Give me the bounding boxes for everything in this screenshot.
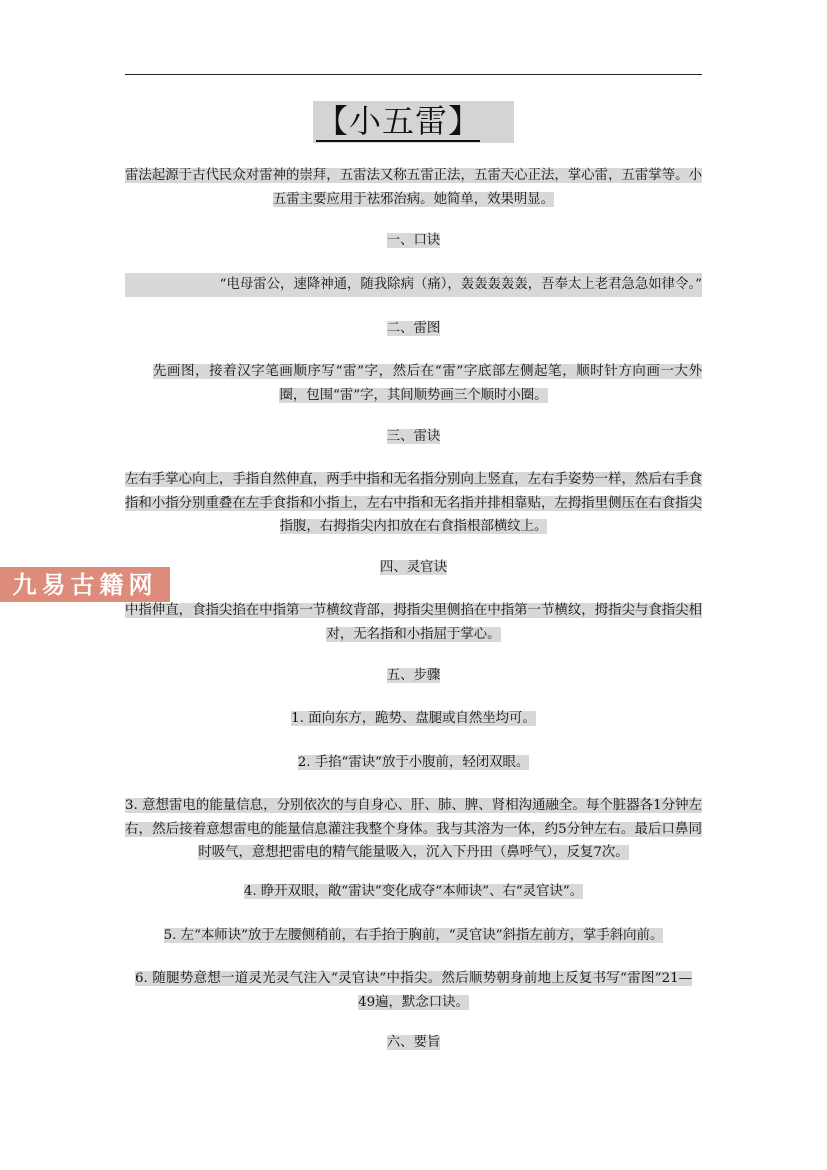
heading-leitu: 二、雷图 (386, 321, 441, 336)
section-body (125, 273, 702, 297)
heading-yaozhi: 六、要旨 (386, 1035, 441, 1050)
intro-text: 雷法起源于古代民众对雷神的崇拜，五雷法又称五雷正法，五雷天心正法，掌心雷，五雷掌等。小五雷主要应用于祛邪治病。她简单，效果明显。 (125, 168, 702, 207)
site-watermark: 九易古籍网 (0, 567, 170, 602)
step-item (125, 794, 702, 865)
step-item (125, 707, 702, 731)
step-item (125, 967, 702, 1014)
header-rule (125, 74, 702, 75)
heading-buzhou: 五、步骤 (386, 668, 441, 683)
section-heading (125, 556, 702, 580)
step-3: 3. 意想雷电的能量信息，分别依次的与自身心、肝、肺、脾、肾相沟通融全。每个脏器各1分钟左右，然后接着意想雷电的能量信息灌注我整个身体。我与其溶为一体，约5分钟左右。最后口鼻同时吸气，意想把雷电的精气能量吸入，沉入下丹田（鼻呼气），反复7次。 (125, 798, 702, 861)
section-body (125, 599, 702, 646)
step-item (125, 880, 702, 904)
section-heading (125, 229, 702, 253)
step-1: 1. 面向东方，跪势、盘腿或自然坐均可。 (291, 711, 536, 726)
heading-koujue: 一、口诀 (386, 233, 441, 248)
step-item (125, 924, 702, 948)
section-heading (125, 664, 702, 688)
body-koujue: “电母雷公，速降神通，随我除病（痛），轰轰轰轰轰，吾奉太上老君急急如律令。” (125, 273, 702, 297)
section-heading (125, 317, 702, 341)
section-body (125, 468, 702, 539)
title-underline (316, 140, 480, 142)
step-item (125, 751, 702, 775)
body-leitu: 先画图，接着汉字笔画顺序写“雷”字，然后在“雷”字底部左侧起笔，顺时针方向画一大外圈，包围“雷”字，其间顺势画三个顺时小圈。 (153, 364, 702, 403)
heading-lingguan: 四、灵官诀 (380, 560, 447, 575)
step-2: 2. 手掐“雷诀”放于小腹前，轻闭双眼。 (297, 755, 530, 770)
step-6: 6. 随腿势意想一道灵光灵气注入“灵官诀”中指尖。然后顺势朝身前地上反复书写“雷图”21—49遍，默念口诀。 (135, 971, 692, 1010)
body-leijue: 左右手掌心向上，手指自然伸直，两手中指和无名指分别向上竖直，左右手姿势一样，然后右手食指和小指分别重叠在左手食指和小指上，左右中指和无名指并排相靠贴，左拇指里侧压在右食指尖指腹，右拇指尖内扣放在右食指根部横纹上。 (125, 472, 702, 535)
heading-leijue: 三、雷诀 (386, 429, 441, 444)
step-5: 5. 左“本师诀”放于左腰侧稍前，右手抬于胸前，“灵官诀”斜指左前方，掌手斜向前。 (163, 928, 664, 943)
body-lingguan: 中指伸直，食指尖掐在中指第一节横纹背部，拇指尖里侧掐在中指第一节横纹，拇指尖与食指尖相对，无名指和小指屈于掌心。 (125, 603, 702, 642)
step-4: 4. 睁开双眼，敞“雷诀”变化成夺“本师诀”、右“灵官诀”。 (243, 884, 584, 899)
section-heading (125, 1031, 702, 1055)
section-body (125, 360, 702, 407)
intro-paragraph (125, 164, 702, 211)
section-heading (125, 425, 702, 449)
page-title: 【小五雷】 (316, 102, 482, 140)
